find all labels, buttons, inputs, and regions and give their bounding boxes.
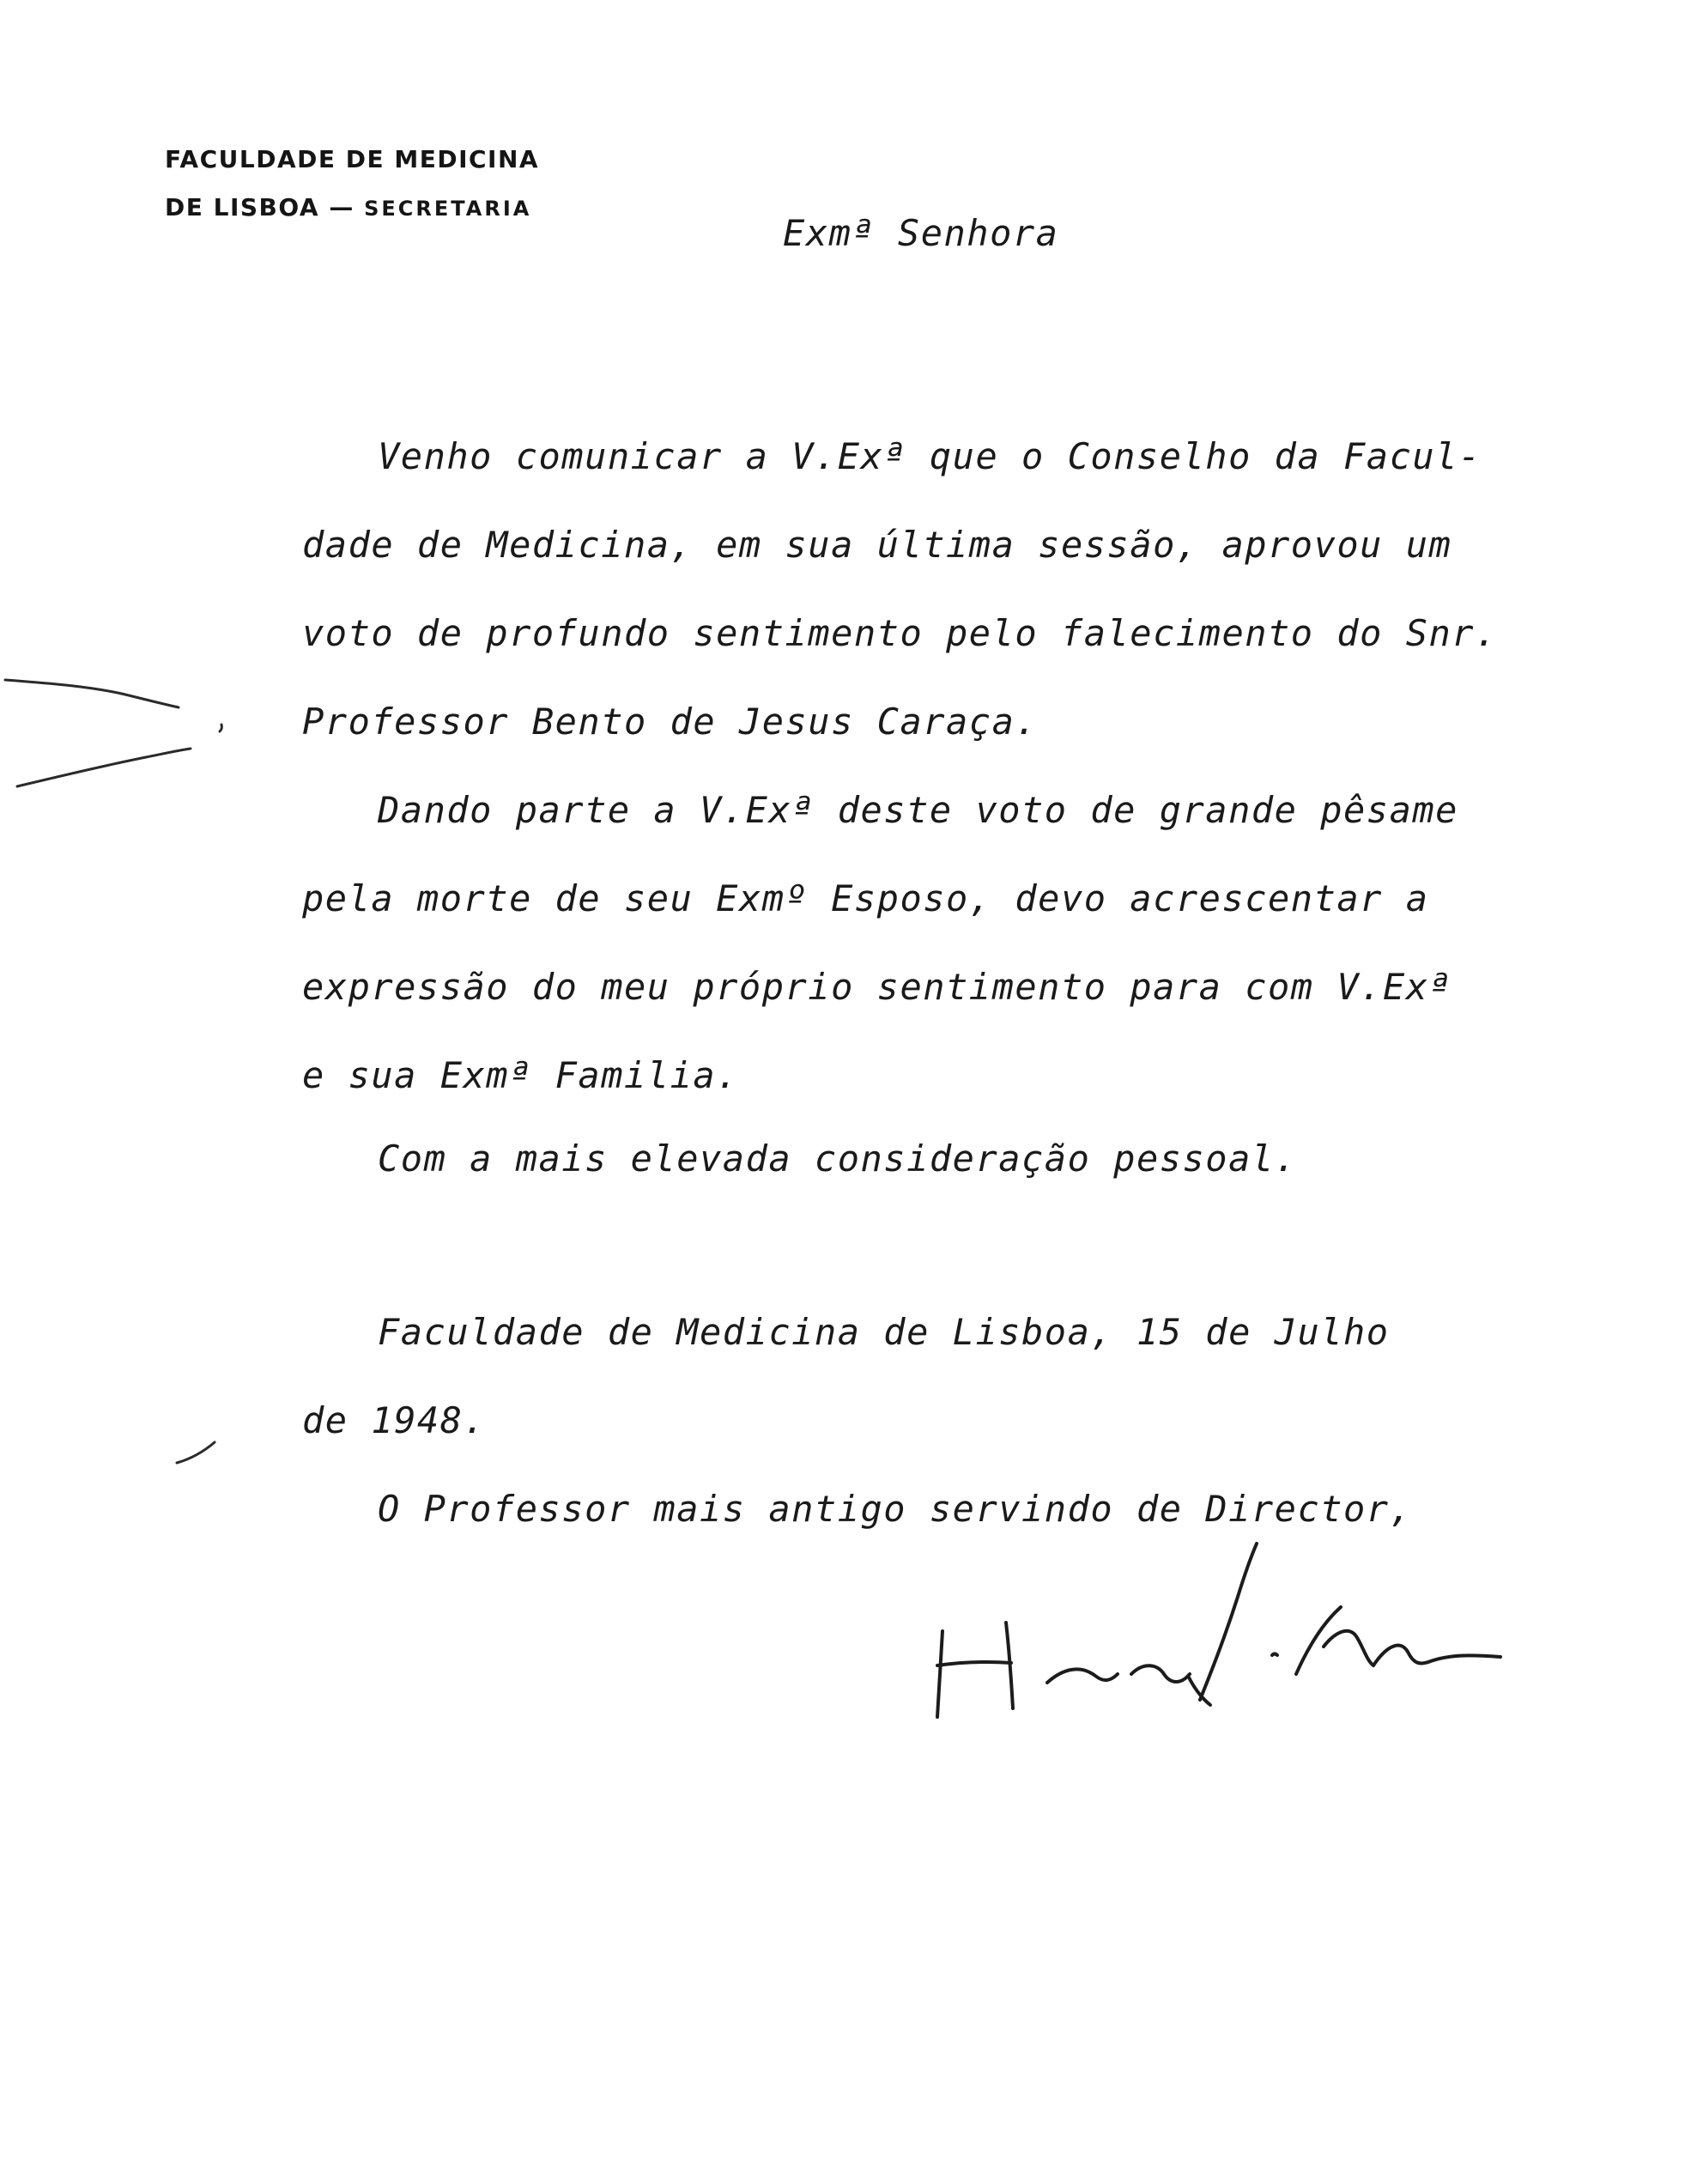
paragraph-3 bbox=[302, 1114, 1641, 1203]
closing-block bbox=[302, 1288, 1641, 1553]
letterhead-separator: — bbox=[319, 193, 365, 221]
place-date-line: Faculdade de Medicina de Lisboa, 15 de Julho bbox=[378, 1311, 1390, 1353]
signatory-role: O Professor mais antigo servindo de Director, bbox=[378, 1488, 1413, 1530]
margin-marks bbox=[0, 635, 223, 824]
letterhead-line-2 bbox=[165, 184, 539, 233]
paragraph-line: Dando parte a V.Exª deste voto de grande pêsame bbox=[378, 789, 1458, 831]
letterhead-city: DE LISBOA bbox=[165, 193, 320, 221]
paragraph-line: e sua Exmª Familia. bbox=[302, 1054, 739, 1096]
paragraph-1 bbox=[302, 412, 1641, 766]
paragraph-line: voto de profundo sentimento pelo falecimento do Snr. bbox=[302, 612, 1498, 654]
paragraph-line: Professor Bento de Jesus Caraça. bbox=[302, 701, 1039, 743]
paragraph-line: Com a mais elevada consideração pessoal. bbox=[378, 1138, 1298, 1180]
paragraph-line: expressão do meu próprio sentimento para com V.Exª bbox=[302, 966, 1452, 1008]
paragraph-line: dade de Medicina, em sua última sessão, aprovou um bbox=[302, 524, 1452, 566]
handwritten-signature bbox=[927, 1537, 1545, 1734]
salutation: Exmª Senhora bbox=[783, 212, 1059, 254]
paragraph-2 bbox=[302, 766, 1641, 1119]
margin-tick bbox=[172, 1434, 223, 1468]
letterhead-department: SECRETARIA bbox=[364, 197, 532, 221]
paragraph-line: pela morte de seu Exmº Esposo, devo acrescentar a bbox=[302, 877, 1429, 919]
letterhead bbox=[165, 136, 539, 233]
paragraph-line: Venho comunicar a V.Exª que o Conselho da Facul- bbox=[378, 435, 1482, 477]
letterhead-line-1: FACULDADE DE MEDICINA bbox=[165, 145, 540, 173]
place-date-line: de 1948. bbox=[302, 1399, 487, 1441]
